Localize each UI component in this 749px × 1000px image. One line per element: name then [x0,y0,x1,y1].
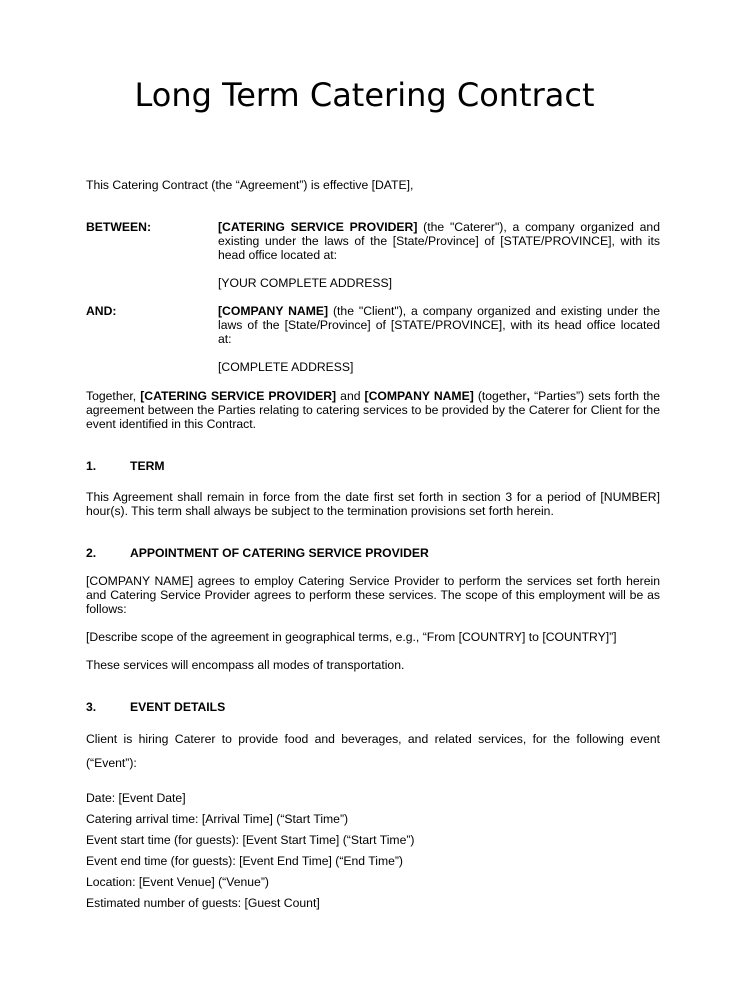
section-3-title: EVENT DETAILS [130,700,226,714]
event-detail-start-time: Event start time (for guests): [Event Start Time] (“Start Time”) [86,833,415,847]
together-paragraph [86,389,660,431]
together-text-1: Together, [86,389,141,403]
section-2-scope: [Describe scope of the agreement in geographical terms, e.g., “From [COUNTRY] to [COUNTRY]”] [86,630,617,644]
intro-paragraph: This Catering Contract (the “Agreement”) is effective [DATE], [86,178,414,192]
together-text-4: “Parties”) sets forth the agreement between the Parties relating to catering services to be provided by the Caterer for Client for the event identified in this Contract. [86,389,661,431]
and-party-name: [COMPANY NAME] [218,304,329,318]
between-address: [YOUR COMPLETE ADDRESS] [218,276,393,290]
and-party [218,304,660,346]
together-text-2: and [336,389,365,403]
section-2-body: [COMPANY NAME] agrees to employ Catering Service Provider to perform the services set forth herein and Catering Service Provider agrees to perform these services. The scope of this employment will be as follows: [86,574,660,616]
between-label: BETWEEN: [86,220,151,234]
section-2-number: 2. [86,546,97,560]
section-3-body: Client is hiring Caterer to provide food and beverages, and related services, for the following event (“Event”): [86,732,660,770]
between-party-text: (the "Caterer"), a company organized and existing under the laws of the [State/Province] of [STATE/PROVINCE], with its head office located at: [218,220,660,262]
section-2-title: APPOINTMENT OF CATERING SERVICE PROVIDER [130,546,429,560]
event-detail-end-time: Event end time (for guests): [Event End Time] (“End Time”) [86,854,403,868]
section-1-title: TERM [130,459,165,473]
section-2-modes: These services will encompass all modes of transportation. [86,658,405,672]
together-text-3: (together [473,389,527,403]
together-bold-3: , [526,389,531,403]
section-1-number: 1. [86,459,97,473]
together-bold-2: [COMPANY NAME] [364,389,474,403]
between-party-name: [CATERING SERVICE PROVIDER] [218,220,418,234]
between-party [218,220,660,262]
event-detail-guest-count: Estimated number of guests: [Guest Count] [86,896,320,910]
event-detail-date: Date: [Event Date] [86,791,186,805]
together-bold-1: [CATERING SERVICE PROVIDER] [140,389,337,403]
section-3-number: 3. [86,700,97,714]
section-1-body: This Agreement shall remain in force from the date first set forth in section 3 for a period of [NUMBER] hour(s). This term shall always be subject to the termination provisions set forth herein. [86,490,660,518]
event-detail-location: Location: [Event Venue] (“Venue”) [86,875,269,889]
event-detail-arrival-time: Catering arrival time: [Arrival Time] (“Start Time”) [86,812,349,826]
and-party-text: (the "Client"), a company organized and existing under the laws of the [State/Province] of [STATE/PROVINCE], with its head office located at: [218,304,660,346]
document-title: Long Term Catering Contract [134,76,595,114]
and-address: [COMPLETE ADDRESS] [218,360,354,374]
and-label: AND: [86,304,117,318]
